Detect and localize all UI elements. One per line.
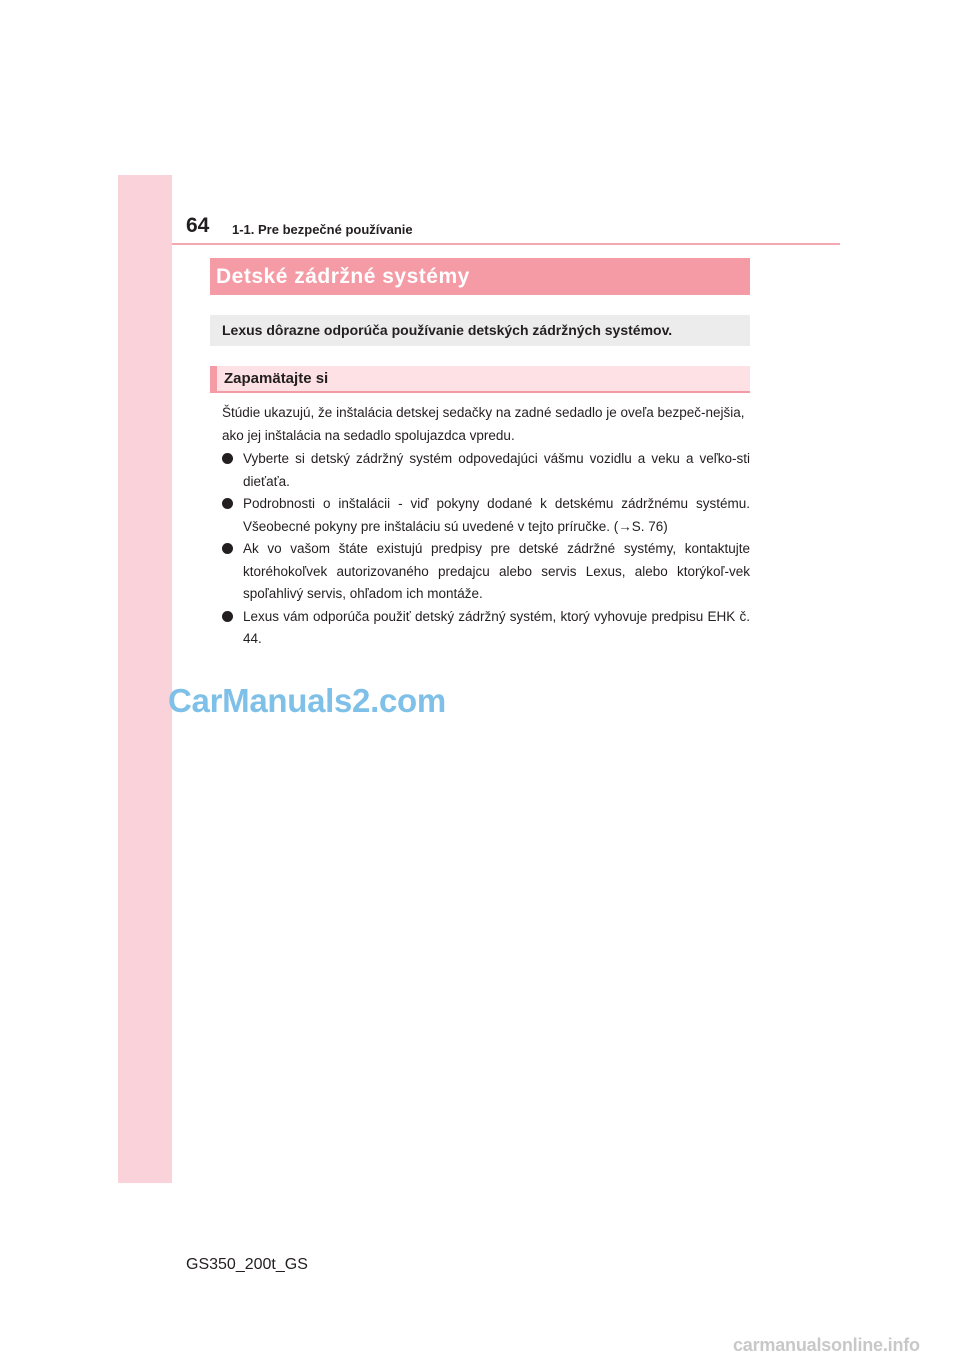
bullet-icon xyxy=(222,498,233,509)
note-accent-bar xyxy=(210,366,217,391)
intro-box: Lexus dôrazne odporúča používanie detských zádržných systémov. xyxy=(210,315,750,346)
side-tab-band xyxy=(118,175,172,1183)
note-header xyxy=(210,366,750,393)
bullet-text: Podrobnosti o inštalácii - viď pokyny dodané k detskému zádržnému systému. Všeobecné pokyny pre inštaláciu sú uvedené v tejto príručke. (→S. 76) xyxy=(243,496,750,534)
footer-model-code: GS350_200t_GS xyxy=(186,1256,308,1273)
note-title: Zapamätajte si xyxy=(224,370,329,387)
bullet-icon xyxy=(222,453,233,464)
watermark-logo: CarManuals2.com xyxy=(168,682,446,719)
bullet-icon xyxy=(222,611,233,622)
note-paragraph: Štúdie ukazujú, že inštalácia detskej sedačky na zadné sedadlo je oveľa bezpeč-nejšia, ako jej inštalácia na sedadlo spolujazdca vpredu. xyxy=(222,405,745,443)
bullet-text: Ak vo vašom štáte existujú predpisy pre detské zádržné systémy, kontaktujte ktoréhokoľvek autorizovaného predajcu alebo servis Lexus, alebo ktorýkoľ-vek spoľahlivý servis, ohľadom ich montáže. xyxy=(243,541,750,601)
list-item xyxy=(222,493,750,538)
list-item xyxy=(222,538,750,606)
list-item xyxy=(222,448,750,493)
page-number: 64 xyxy=(186,214,210,237)
section-label: 1-1. Pre bezpečné používanie xyxy=(232,222,413,237)
section-title: Detské zádržné systémy xyxy=(210,258,750,295)
note-bullet-list xyxy=(222,448,750,651)
bullet-icon xyxy=(222,543,233,554)
bullet-text: Lexus vám odporúča použiť detský zádržný systém, ktorý vyhovuje predpisu EHK č. 44. xyxy=(243,608,750,646)
footer-site-watermark: carmanualsonline.info xyxy=(733,1335,920,1355)
list-item xyxy=(222,606,750,651)
header-divider xyxy=(172,243,840,245)
bullet-text: Vyberte si detský zádržný systém odpovedajúci vášmu vozidlu a veku a veľko-sti dieťaťa. xyxy=(243,451,750,489)
